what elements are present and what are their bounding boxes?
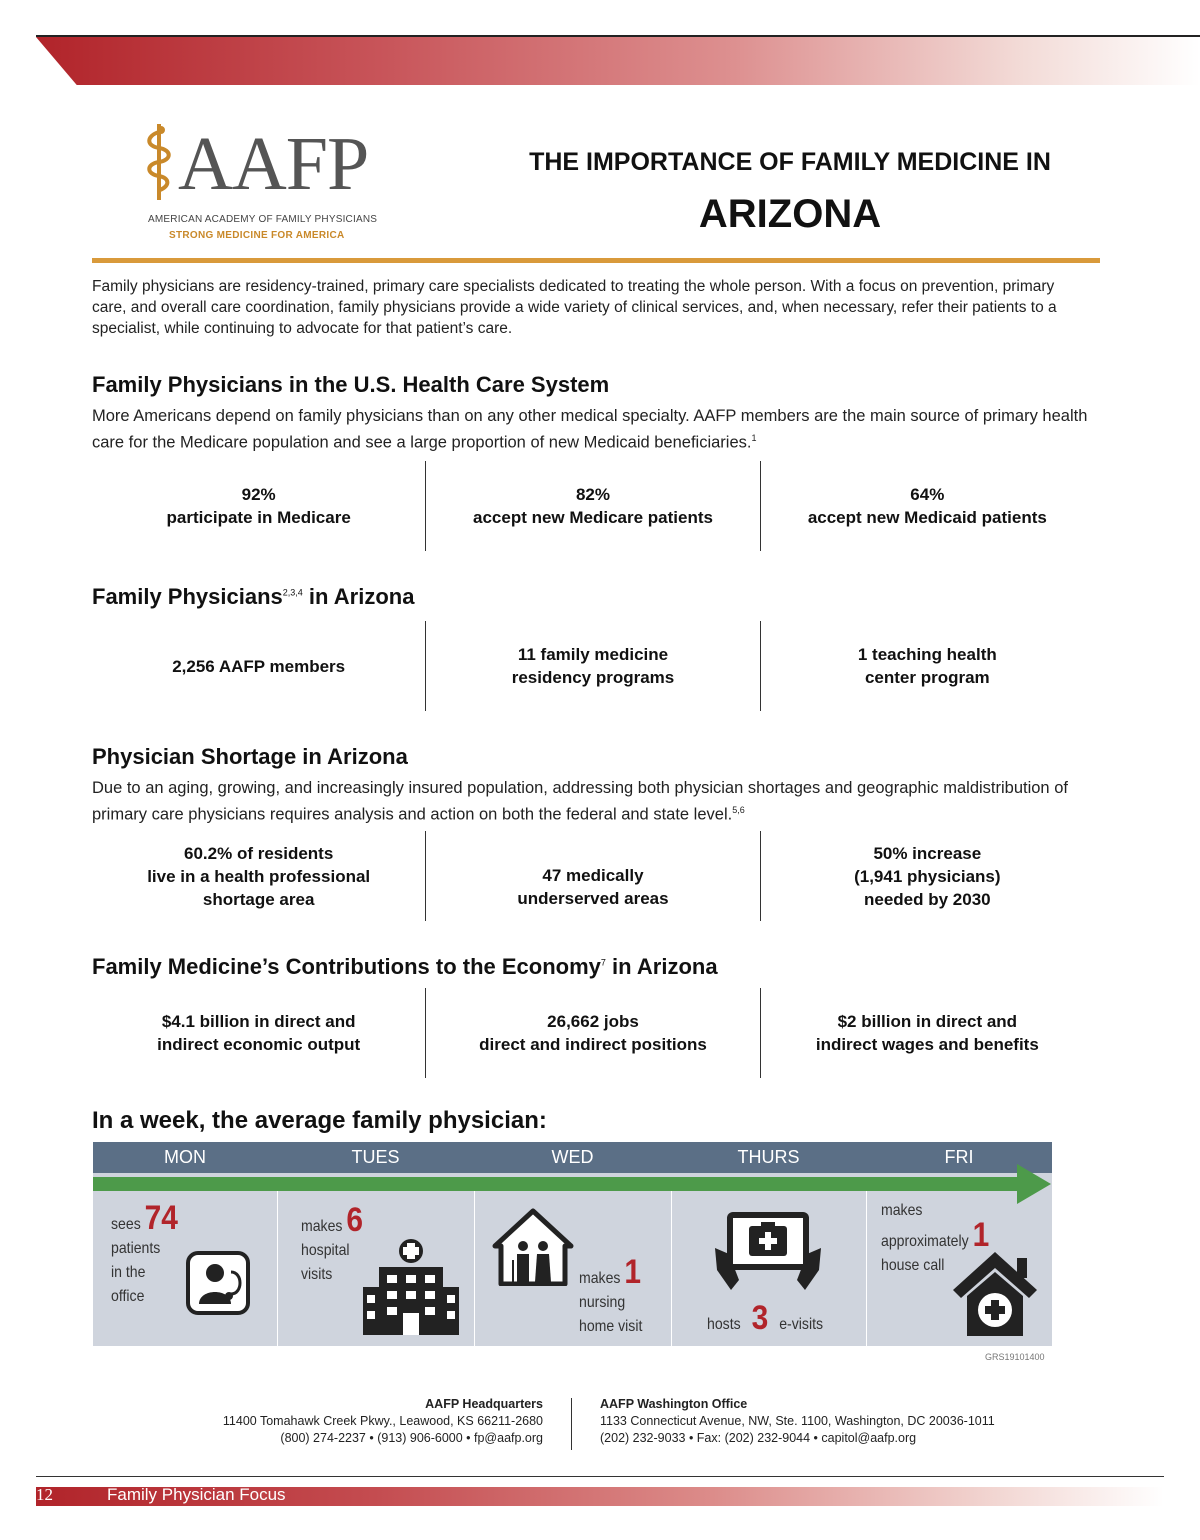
section-heading-shortage: Physician Shortage in Arizona bbox=[92, 744, 408, 769]
stat-cell: 60.2% of residents live in a health professional shortage area bbox=[147, 843, 371, 909]
stat-cell: 2,256 AAFP members bbox=[172, 656, 346, 676]
top-rule bbox=[36, 35, 1200, 37]
economy-stats bbox=[92, 988, 1094, 1078]
section-heading-economy: Family Medicine’s Contributions to the Economy$^7$ in Arizona bbox=[92, 954, 718, 979]
week-header bbox=[93, 1142, 1052, 1173]
footnote-ref: 1 bbox=[751, 433, 757, 443]
fri-number: 1 bbox=[972, 1216, 990, 1254]
footer-divider bbox=[571, 1398, 572, 1450]
doctor-stethoscope-icon bbox=[185, 1250, 251, 1316]
week-infographic bbox=[93, 1142, 1052, 1346]
tues-number: 6 bbox=[346, 1201, 364, 1239]
day-wed: WED bbox=[551, 1147, 594, 1167]
aafp-logo bbox=[140, 120, 390, 245]
stat-cell: 11 family medicine residency programs bbox=[425, 621, 759, 711]
shortage-stats bbox=[92, 831, 1094, 921]
us-system-stats bbox=[92, 461, 1094, 551]
wed-number: 1 bbox=[624, 1253, 642, 1291]
nursing-home-icon bbox=[491, 1208, 575, 1286]
fri-text: makes approximately 1 house call bbox=[881, 1202, 990, 1274]
footer-hq: AAFP Headquarters 11400 Tomahawk Creek Pkwy., Leawood, KS 66211-2680 (800) 274-2237 • (913) 906-6000 • fp@aafp.org bbox=[222, 1397, 543, 1445]
stat-cell: 47 medically underserved areas bbox=[425, 831, 759, 921]
week-arrow bbox=[93, 1177, 1019, 1191]
footnote-ref: 7 bbox=[600, 957, 606, 968]
bottom-rule bbox=[36, 1476, 1164, 1477]
intro-paragraph: Family physicians are residency-trained, primary care specialists dedicated to treating the whole person. With a focus on prevention, primary care, and overall care coordination, family physicians provide a wide variety of clinical services, and, when necessary, refer their patients to a specialist, while continuing to advocate for that patient’s care. bbox=[92, 278, 1057, 337]
stat-cell: $2 billion in direct and indirect wages and benefits bbox=[760, 988, 1094, 1078]
day-thurs: THURS bbox=[737, 1147, 800, 1167]
mon-text: sees 74 patients in the office bbox=[111, 1199, 178, 1305]
footnote-ref: 5,6 bbox=[732, 805, 745, 815]
stat-cell: $4.1 billion in direct and indirect economic output bbox=[157, 1012, 361, 1054]
staff-of-asclepius-icon bbox=[142, 122, 176, 202]
logo-tagline: STRONG MEDICINE FOR AMERICA bbox=[169, 230, 345, 241]
arizona-stats bbox=[92, 621, 1094, 711]
day-mon: MON bbox=[164, 1147, 206, 1167]
stat-cell: 64% accept new Medicaid patients bbox=[760, 461, 1094, 551]
thurs-text: hosts 3 e-visits bbox=[707, 1299, 824, 1337]
logo-subtitle: AMERICAN ACADEMY OF FAMILY PHYSICIANS bbox=[148, 214, 378, 225]
house-call-icon bbox=[949, 1246, 1041, 1338]
tablet-medical-record-icon bbox=[713, 1208, 823, 1292]
day-fri: FRI bbox=[944, 1147, 974, 1167]
section-heading-us-system: Family Physicians in the U.S. Health Care System bbox=[92, 372, 610, 397]
thurs-number: 3 bbox=[751, 1299, 769, 1337]
stat-cell: 82% accept new Medicare patients bbox=[425, 461, 759, 551]
page-title: THE IMPORTANCE OF FAMILY MEDICINE IN bbox=[529, 148, 1051, 176]
stat-cell: 26,662 jobs direct and indirect positions bbox=[425, 988, 759, 1078]
page-number: 12 bbox=[36, 1485, 53, 1504]
shortage-paragraph: Due to an aging, growing, and increasingly insured population, addressing both physician shortages and geographic maldistribution of primary care physicians requires analysis and action on both the federal and state level.$^{5,6}$ bbox=[92, 779, 1068, 824]
stat-cell: 92% participate in Medicare bbox=[166, 485, 351, 527]
publication-name: Family Physician Focus bbox=[107, 1485, 286, 1504]
mon-number: 74 bbox=[144, 1199, 178, 1237]
section-heading-arizona: Family Physicians$^{2,3,4}$ in Arizona bbox=[92, 584, 415, 609]
hospital-building-icon bbox=[361, 1237, 461, 1337]
footer-dc: AAFP Washington Office 1133 Connecticut Avenue, NW, Ste. 1100, Washington, DC 20036-1011 (202) 232-9033 • Fax: (202) 232-9044 • capitol@aafp.org bbox=[600, 1397, 995, 1445]
wed-text: makes 1 nursing home visit bbox=[579, 1253, 643, 1335]
us-system-paragraph: More Americans depend on family physicians than on any other medical specialty. AAFP members are the main source of primary health care for the Medicare population and see a large proportion of new Medicaid beneficiaries.$^1$ bbox=[92, 407, 1088, 452]
top-banner bbox=[36, 37, 1200, 85]
orange-divider bbox=[92, 258, 1100, 263]
graphic-code: GRS19101400 bbox=[985, 1352, 1045, 1362]
stat-cell: 1 teaching health center program bbox=[760, 621, 1094, 711]
state-title: ARIZONA bbox=[698, 192, 882, 236]
week-heading: In a week, the average family physician: bbox=[92, 1107, 547, 1134]
stat-cell: 50% increase (1,941 physicians) needed by 2030 bbox=[760, 831, 1094, 921]
day-tues: TUES bbox=[351, 1147, 400, 1167]
logo-wordmark: AAFP bbox=[178, 122, 369, 206]
footnote-ref: 2,3,4 bbox=[282, 587, 303, 598]
tues-text: makes 6 hospital visits bbox=[301, 1201, 364, 1283]
